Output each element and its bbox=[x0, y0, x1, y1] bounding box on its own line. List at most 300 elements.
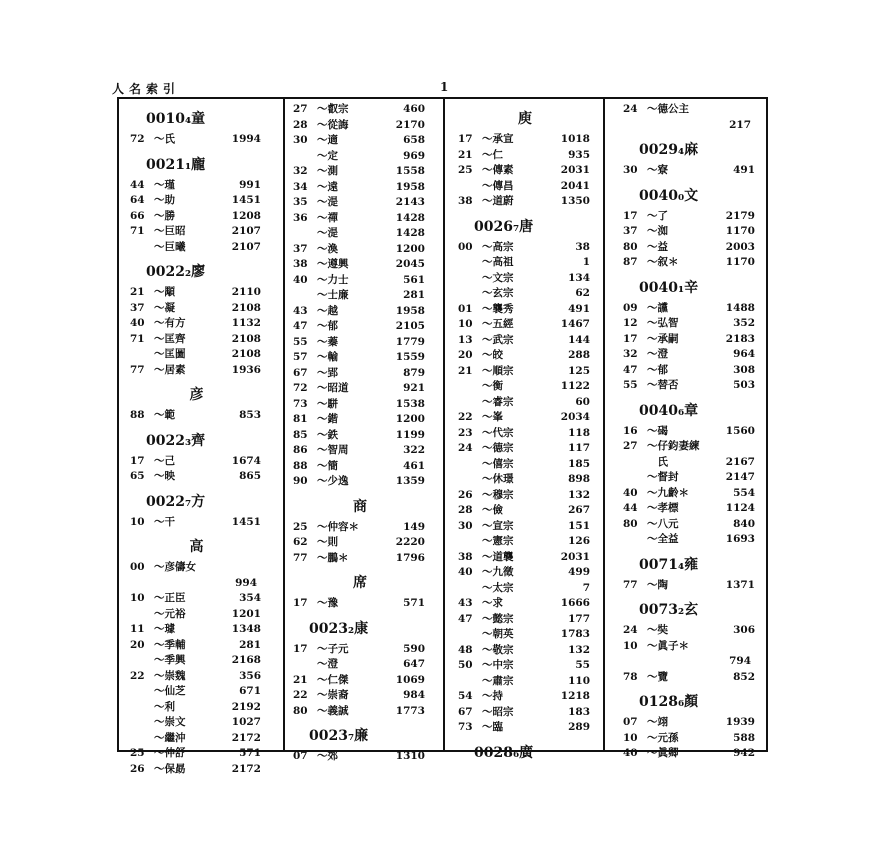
entry-num: 1773 bbox=[395, 704, 425, 717]
index-entry bbox=[623, 439, 757, 455]
index-entry bbox=[293, 149, 427, 165]
entry-code: 22 bbox=[458, 411, 473, 423]
entry-code: 38 bbox=[293, 258, 308, 270]
index-entry bbox=[458, 565, 592, 581]
index-entry bbox=[293, 118, 427, 134]
entry-num: 658 bbox=[403, 134, 425, 146]
index-entry bbox=[130, 607, 263, 623]
entry-num: 1124 bbox=[725, 502, 755, 514]
index-entry bbox=[623, 224, 757, 240]
entry-num: 1779 bbox=[395, 335, 425, 348]
entry-code: 37 bbox=[293, 242, 308, 255]
index-entry bbox=[623, 424, 757, 440]
index-entry bbox=[623, 623, 757, 639]
index-entry bbox=[458, 658, 592, 674]
index-entry bbox=[623, 746, 757, 762]
entry-num: 964 bbox=[733, 348, 755, 360]
entry-name: ～翊 bbox=[647, 716, 668, 728]
entry-code: 71 bbox=[130, 332, 145, 345]
entry-code: 32 bbox=[623, 348, 638, 360]
entry-code: 65 bbox=[130, 470, 145, 482]
entry-num: 991 bbox=[239, 178, 261, 191]
entry-code: 44 bbox=[623, 502, 638, 514]
entry-code: 34 bbox=[293, 180, 308, 193]
entry-num: 1200 bbox=[395, 242, 425, 255]
index-entry bbox=[458, 550, 592, 566]
entry-num: 1467 bbox=[560, 318, 590, 330]
entry-num: 2031 bbox=[560, 550, 590, 563]
entry-name: ～士廉 bbox=[317, 289, 349, 301]
entry-num: 1428 bbox=[395, 211, 425, 224]
entry-name: ～武宗 bbox=[482, 333, 514, 346]
entry-name: ～中宗 bbox=[482, 659, 514, 671]
entry-code: 87 bbox=[623, 256, 638, 268]
index-entry bbox=[623, 363, 757, 379]
entry-code: 28 bbox=[458, 504, 473, 516]
entry-num: 1666 bbox=[560, 597, 590, 609]
index-heading: 0071₄雍 bbox=[639, 556, 699, 573]
entry-code: 40 bbox=[623, 747, 638, 759]
entry-num: 461 bbox=[403, 459, 425, 472]
entry-num: 1310 bbox=[395, 750, 425, 762]
entry-name: ～郊 bbox=[317, 750, 338, 762]
entry-code: 24 bbox=[458, 442, 473, 454]
entry-num: 1451 bbox=[231, 515, 261, 528]
entry-num: 2108 bbox=[231, 332, 261, 345]
entry-name: ～干 bbox=[154, 515, 175, 528]
index-entry bbox=[293, 319, 427, 335]
entry-name: ～崇魏 bbox=[154, 669, 186, 682]
entry-code: 21 bbox=[458, 148, 473, 161]
entry-code: 07 bbox=[623, 716, 638, 728]
entry-num: 1200 bbox=[395, 413, 425, 425]
index-entry bbox=[293, 428, 427, 444]
entry-num: 1350 bbox=[560, 195, 590, 207]
index-entry bbox=[293, 551, 427, 567]
index-heading: 高 bbox=[189, 539, 204, 555]
index-entry bbox=[130, 469, 263, 485]
entry-code: 90 bbox=[293, 475, 308, 487]
index-entry bbox=[623, 332, 757, 348]
index-entry bbox=[623, 501, 757, 517]
entry-code: 21 bbox=[293, 673, 308, 686]
entry-name: ～駢 bbox=[317, 397, 338, 410]
entry-code: 25 bbox=[293, 520, 308, 533]
entry-code: 12 bbox=[623, 317, 638, 329]
index-column-2 bbox=[293, 102, 427, 762]
index-entry bbox=[130, 316, 263, 332]
index-entry bbox=[458, 132, 592, 148]
entry-code: 21 bbox=[458, 364, 473, 377]
entry-num: 2105 bbox=[395, 320, 425, 332]
index-entry bbox=[130, 715, 263, 731]
entry-code: 26 bbox=[130, 762, 145, 775]
entry-num: 132 bbox=[568, 488, 590, 501]
entry-code: 11 bbox=[130, 623, 145, 635]
entry-num: 1783 bbox=[560, 628, 590, 640]
index-entry bbox=[623, 118, 757, 134]
entry-name: ～九徵 bbox=[482, 566, 514, 578]
index-entry bbox=[130, 700, 263, 716]
index-entry bbox=[623, 486, 757, 502]
entry-name: ～氏 bbox=[154, 133, 175, 145]
entry-code: 36 bbox=[293, 211, 308, 224]
entry-num: 588 bbox=[733, 731, 755, 744]
entry-num: 852 bbox=[733, 670, 755, 683]
entry-num: 2107 bbox=[231, 240, 261, 253]
entry-name: ～彦儔女 bbox=[154, 561, 196, 573]
entry-code: 44 bbox=[130, 178, 145, 191]
index-entry bbox=[458, 674, 592, 690]
index-entry bbox=[458, 302, 592, 318]
index-entry bbox=[293, 474, 427, 490]
entry-num: 1559 bbox=[395, 351, 425, 363]
entry-num: 2183 bbox=[725, 332, 755, 345]
index-entry bbox=[130, 408, 263, 424]
index-heading: 0023₇廉 bbox=[309, 728, 369, 744]
index-entry bbox=[623, 578, 757, 594]
entry-num: 2003 bbox=[725, 240, 755, 253]
entry-num: 942 bbox=[733, 747, 755, 759]
entry-name: ～督封 bbox=[647, 471, 679, 483]
entry-num: 62 bbox=[575, 287, 590, 299]
index-entry bbox=[293, 535, 427, 551]
index-heading: 0040₆章 bbox=[639, 402, 699, 419]
entry-code: 80 bbox=[293, 704, 308, 717]
entry-name: ～傳昌 bbox=[482, 179, 514, 192]
entry-name: ～眞卿 bbox=[647, 747, 679, 759]
entry-num: 1693 bbox=[725, 533, 755, 545]
entry-code: 55 bbox=[293, 335, 308, 348]
entry-code: 10 bbox=[623, 731, 638, 744]
entry-num: 1199 bbox=[395, 428, 425, 441]
index-entry bbox=[623, 378, 757, 394]
index-entry bbox=[623, 209, 757, 225]
index-entry bbox=[458, 379, 592, 395]
entry-name: ～讜 bbox=[647, 301, 668, 314]
index-entry bbox=[458, 612, 592, 628]
entry-num: 2031 bbox=[560, 164, 590, 176]
entry-num: 1122 bbox=[560, 380, 590, 392]
entry-name: ～助 bbox=[154, 194, 175, 206]
entry-code: 47 bbox=[623, 363, 638, 376]
index-entry bbox=[293, 304, 427, 320]
entry-num: 288 bbox=[568, 349, 590, 361]
entry-name: ～利 bbox=[154, 700, 175, 713]
index-entry bbox=[293, 242, 427, 258]
entry-code: 22 bbox=[130, 669, 145, 682]
entry-num: 7 bbox=[582, 581, 590, 594]
entry-num: 1208 bbox=[231, 209, 261, 222]
entry-name: ～順宗 bbox=[482, 364, 514, 377]
entry-name: 氏 bbox=[647, 455, 668, 468]
entry-name: ～鍇 bbox=[317, 413, 338, 425]
index-entry bbox=[458, 148, 592, 164]
index-entry bbox=[458, 705, 592, 721]
entry-num: 1939 bbox=[725, 716, 755, 728]
entry-num: 134 bbox=[568, 271, 590, 284]
index-column-1 bbox=[130, 102, 263, 775]
entry-num: 499 bbox=[568, 566, 590, 578]
entry-num: 590 bbox=[403, 642, 425, 655]
index-column-3 bbox=[458, 102, 592, 761]
entry-name: ～八元 bbox=[647, 517, 679, 530]
index-entry bbox=[623, 102, 757, 118]
entry-code: 00 bbox=[458, 240, 473, 253]
column-divider bbox=[603, 97, 605, 752]
entry-num: 1348 bbox=[231, 623, 261, 635]
index-heading: 0026₇唐 bbox=[474, 218, 534, 235]
entry-name: ～文宗 bbox=[482, 271, 514, 284]
index-entry bbox=[623, 301, 757, 317]
entry-name: ～仲容＊ bbox=[317, 520, 359, 533]
entry-name: ～仁傑 bbox=[317, 673, 349, 686]
index-entry bbox=[130, 332, 263, 348]
entry-name: ～峯 bbox=[482, 411, 503, 423]
entry-num: 1170 bbox=[725, 225, 755, 237]
entry-num: 984 bbox=[403, 689, 425, 701]
index-entry bbox=[293, 195, 427, 211]
entry-num: 935 bbox=[568, 148, 590, 161]
entry-name: ～湜 bbox=[317, 227, 338, 239]
entry-code: 77 bbox=[623, 578, 638, 591]
index-entry bbox=[293, 459, 427, 475]
index-entry bbox=[130, 240, 263, 256]
entry-num: 118 bbox=[568, 426, 590, 439]
index-heading: 0022₇方 bbox=[146, 493, 206, 510]
entry-num: 38 bbox=[575, 240, 590, 253]
index-entry bbox=[458, 581, 592, 597]
index-entry bbox=[293, 273, 427, 289]
entry-name: ～傳素 bbox=[482, 164, 514, 176]
entry-code: 20 bbox=[130, 638, 145, 651]
index-entry bbox=[130, 454, 263, 470]
index-entry bbox=[293, 257, 427, 273]
index-entry bbox=[458, 457, 592, 473]
index-entry bbox=[458, 348, 592, 364]
entry-name: ～顒 bbox=[154, 286, 175, 298]
entry-code: 35 bbox=[293, 196, 308, 208]
entry-num: 144 bbox=[568, 333, 590, 346]
index-heading: 0022₂廖 bbox=[146, 264, 206, 280]
entry-num: 491 bbox=[733, 164, 755, 176]
entry-code: 17 bbox=[293, 642, 308, 655]
entry-code: 16 bbox=[623, 424, 638, 437]
entry-num: 1674 bbox=[231, 454, 261, 467]
entry-code: 85 bbox=[293, 428, 308, 441]
entry-name: ～映 bbox=[154, 470, 175, 482]
entry-num: 125 bbox=[568, 364, 590, 377]
entry-name: ～瑾 bbox=[154, 178, 175, 191]
entry-name: ～寮 bbox=[647, 164, 668, 176]
entry-num: 1538 bbox=[395, 397, 425, 410]
entry-name: ～穆宗 bbox=[482, 488, 514, 501]
entry-code: 77 bbox=[130, 363, 145, 376]
entry-name: ～凝 bbox=[154, 301, 175, 314]
entry-num: 60 bbox=[575, 395, 590, 408]
index-entry bbox=[458, 179, 592, 195]
index-entry bbox=[293, 164, 427, 180]
entry-name: ～少逸 bbox=[317, 475, 349, 487]
entry-num: 322 bbox=[403, 444, 425, 456]
entry-num: 2172 bbox=[231, 731, 261, 744]
entry-name: ～仁 bbox=[482, 148, 503, 161]
index-entry bbox=[458, 596, 592, 612]
entry-name: ～匡齊 bbox=[154, 332, 186, 345]
entry-code: 10 bbox=[623, 639, 638, 652]
entry-num: 185 bbox=[568, 457, 590, 470]
entry-num: 1936 bbox=[231, 363, 261, 376]
index-entry bbox=[130, 224, 263, 240]
entry-num: 671 bbox=[239, 685, 261, 697]
index-entry bbox=[293, 211, 427, 227]
index-entry bbox=[293, 749, 427, 765]
entry-code: 80 bbox=[623, 240, 638, 253]
entry-num: 1 bbox=[582, 256, 590, 268]
entry-num: 1201 bbox=[231, 607, 261, 620]
index-entry bbox=[130, 638, 263, 654]
entry-name: ～僖宗 bbox=[482, 457, 514, 470]
entry-name: ～承宣 bbox=[482, 133, 514, 145]
entry-num: 2108 bbox=[231, 348, 261, 360]
entry-code: 28 bbox=[293, 118, 308, 131]
entry-num: 921 bbox=[403, 382, 425, 394]
index-entry bbox=[130, 178, 263, 194]
entry-num: 1170 bbox=[725, 256, 755, 268]
index-entry bbox=[130, 301, 263, 317]
entry-name: ～高宗 bbox=[482, 240, 514, 253]
entry-num: 1488 bbox=[725, 301, 755, 314]
index-heading: 0021₁龐 bbox=[146, 156, 206, 173]
entry-name: ～昭宗 bbox=[482, 705, 514, 718]
index-heading: 0040₀文 bbox=[639, 187, 699, 204]
entry-name: ～力士 bbox=[317, 273, 349, 286]
entry-code: 01 bbox=[458, 302, 473, 315]
entry-num: 2192 bbox=[231, 700, 261, 713]
entry-name: ～仔鈞妻練 bbox=[647, 440, 700, 452]
entry-code: 37 bbox=[623, 225, 638, 237]
entry-num: 2034 bbox=[560, 411, 590, 423]
index-entry bbox=[130, 731, 263, 747]
entry-code: 27 bbox=[293, 103, 308, 115]
entry-num: 2172 bbox=[231, 762, 261, 775]
entry-num: 1371 bbox=[725, 578, 755, 591]
entry-code: 20 bbox=[458, 349, 473, 361]
entry-name: ～定 bbox=[317, 149, 338, 162]
entry-code: 72 bbox=[293, 382, 308, 394]
entry-num: 267 bbox=[568, 504, 590, 516]
index-entry bbox=[623, 517, 757, 533]
index-entry bbox=[623, 455, 757, 471]
page-header-title: 人名索引 bbox=[112, 82, 181, 96]
index-heading: 0022₃齊 bbox=[146, 432, 206, 449]
entry-num: 306 bbox=[733, 624, 755, 636]
entry-num: 571 bbox=[239, 747, 261, 759]
index-entry bbox=[458, 163, 592, 179]
index-entry bbox=[293, 673, 427, 689]
entry-name: ～郢 bbox=[317, 366, 338, 379]
entry-num: 2147 bbox=[725, 471, 755, 483]
index-entry bbox=[293, 335, 427, 351]
index-entry bbox=[130, 684, 263, 700]
entry-name: ～崇文 bbox=[154, 716, 186, 728]
index-entry bbox=[293, 397, 427, 413]
entry-name: ～昭道 bbox=[317, 382, 349, 394]
index-entry bbox=[458, 627, 592, 643]
entry-name: ～叙＊ bbox=[647, 256, 679, 268]
index-entry bbox=[458, 255, 592, 271]
entry-num: 491 bbox=[568, 302, 590, 315]
entry-name: ～奘 bbox=[647, 624, 668, 636]
entry-num: 1994 bbox=[231, 133, 261, 145]
entry-code: 10 bbox=[458, 318, 473, 330]
entry-name: ～求 bbox=[482, 597, 503, 609]
entry-num: 571 bbox=[403, 597, 425, 609]
entry-code: 30 bbox=[623, 164, 638, 176]
entry-code: 67 bbox=[458, 705, 473, 718]
entry-code: 86 bbox=[293, 444, 308, 456]
entry-code: 71 bbox=[130, 225, 145, 237]
entry-code: 17 bbox=[623, 332, 638, 345]
index-entry bbox=[623, 316, 757, 332]
entry-code: 57 bbox=[293, 351, 308, 363]
entry-num: 2179 bbox=[725, 209, 755, 222]
entry-num: 2110 bbox=[231, 286, 261, 298]
entry-code: 21 bbox=[130, 286, 145, 298]
column-divider bbox=[283, 97, 285, 752]
entry-name: ～仙芝 bbox=[154, 685, 186, 697]
entry-num: 865 bbox=[239, 470, 261, 482]
index-entry bbox=[623, 163, 757, 179]
index-entry bbox=[623, 470, 757, 486]
entry-code: 64 bbox=[130, 194, 145, 206]
index-entry bbox=[293, 596, 427, 612]
entry-code: 73 bbox=[458, 721, 473, 733]
entry-num: 2045 bbox=[395, 258, 425, 270]
entry-num: 352 bbox=[733, 317, 755, 329]
entry-code: 07 bbox=[293, 750, 308, 762]
entry-num: 561 bbox=[403, 273, 425, 286]
entry-num: 289 bbox=[568, 721, 590, 733]
entry-name: ～五經 bbox=[482, 318, 514, 330]
entry-name: ～崇裔 bbox=[317, 689, 349, 701]
entry-num: 879 bbox=[403, 366, 425, 379]
index-entry bbox=[130, 669, 263, 685]
entry-num: 503 bbox=[733, 379, 755, 391]
entry-name: ～襲秀 bbox=[482, 302, 514, 315]
entry-name: ～繼沖 bbox=[154, 731, 186, 744]
index-entry bbox=[293, 288, 427, 304]
entry-code: 17 bbox=[130, 454, 145, 467]
entry-name: ～叡宗 bbox=[317, 103, 349, 115]
index-entry bbox=[458, 194, 592, 210]
entry-name: ～季輔 bbox=[154, 638, 186, 651]
entry-name: ～替否 bbox=[647, 379, 679, 391]
entry-name: ～宣宗 bbox=[482, 519, 514, 532]
entry-num: 217 bbox=[729, 118, 751, 131]
entry-name: ～仲舒 bbox=[154, 747, 186, 759]
index-heading: 0029₄麻 bbox=[639, 142, 699, 158]
index-entry bbox=[293, 350, 427, 366]
entry-name: ～敬宗 bbox=[482, 643, 514, 656]
entry-code: 17 bbox=[458, 133, 473, 145]
index-entry bbox=[458, 364, 592, 380]
index-entry bbox=[458, 441, 592, 457]
entry-code: 32 bbox=[293, 165, 308, 177]
entry-num: 1958 bbox=[395, 180, 425, 193]
entry-code: 78 bbox=[623, 670, 638, 683]
entry-name: ～簡 bbox=[317, 459, 338, 472]
